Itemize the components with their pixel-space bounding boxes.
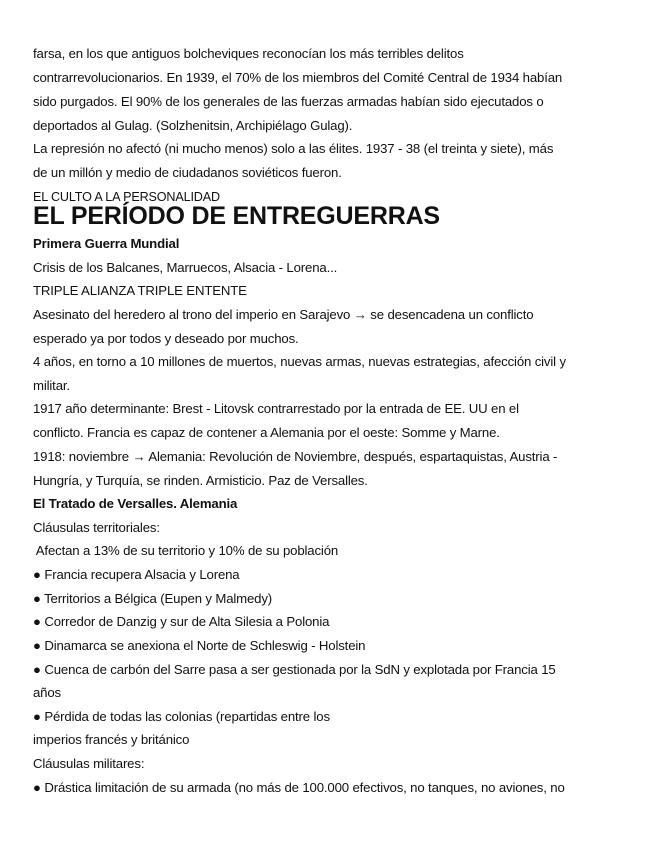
text-line: TRIPLE ALIANZA TRIPLE ENTENTE <box>33 283 247 298</box>
text-line: deportados al Gulag. (Solzhenitsin, Archipiélago Gulag). <box>33 118 353 133</box>
text-line: conflicto. Francia es capaz de contener a Alemania por el oeste: Somme y Marne. <box>33 425 500 440</box>
text-line: 4 años, en torno a 10 millones de muertos, nuevas armas, nuevas estrategias, afección civil y <box>33 354 566 369</box>
text-line: contrarrevolucionarios. En 1939, el 70% de los miembros del Comité Central de 1934 habían <box>33 70 563 85</box>
list-item: ● Pérdida de todas las colonias (repartidas entre los <box>33 709 330 724</box>
list-item: ● Territorios a Bélgica (Eupen y Malmedy) <box>33 591 273 606</box>
text-line: Hungría, y Turquía, se rinden. Armisticio. Paz de Versalles. <box>33 473 368 488</box>
list-item: ● Corredor de Danzig y sur de Alta Silesia a Polonia <box>33 614 330 629</box>
list-item: ● Drástica limitación de su armada (no más de 100.000 efectivos, no tanques, no aviones, no <box>33 780 565 795</box>
text-line: Afectan a 13% de su territorio y 10% de su población <box>33 543 339 558</box>
section-caps-line: EL CULTO A LA PERSONALIDAD <box>33 190 220 204</box>
text-line: militar. <box>33 378 70 393</box>
text-line: años <box>33 685 61 700</box>
text-line: Asesinato del heredero al trono del imperio en Sarajevo → se desencadena un conflicto <box>33 307 534 322</box>
text-line: de un millón y medio de ciudadanos soviéticos fueron. <box>33 165 342 180</box>
list-item: ● Francia recupera Alsacia y Lorena <box>33 567 240 582</box>
list-item: ● Dinamarca se anexiona el Norte de Schleswig - Holstein <box>33 638 366 653</box>
section-title: El Tratado de Versalles. Alemania <box>33 496 238 511</box>
text-line: Cláusulas territoriales: <box>33 520 160 535</box>
text-line: imperios francés y británico <box>33 732 190 747</box>
text-line: La represión no afectó (ni mucho menos) solo a las élites. 1937 - 38 (el treinta y siete), más <box>33 141 554 156</box>
text-line: farsa, en los que antiguos bolcheviques reconocían los más terribles delitos <box>33 46 464 61</box>
text-line: Cláusulas militares: <box>33 756 145 771</box>
text-line: sido purgados. El 90% de los generales de las fuerzas armadas habían sido ejecutados o <box>33 94 544 109</box>
text-line: Crisis de los Balcanes, Marruecos, Alsacia - Lorena... <box>33 260 338 275</box>
text-line: 1917 año determinante: Brest - Litovsk contrarrestado por la entrada de EE. UU en el <box>33 401 519 416</box>
list-item: ● Cuenca de carbón del Sarre pasa a ser gestionada por la SdN y explotada por Francia 15 <box>33 662 556 677</box>
section-title: Primera Guerra Mundial <box>33 236 180 251</box>
text-line: esperado ya por todos y deseado por muchos. <box>33 331 299 346</box>
text-line: 1918: noviembre → Alemania: Revolución de Noviembre, después, espartaquistas, Austria - <box>33 449 558 464</box>
main-heading: EL PERÍODO DE ENTREGUERRAS <box>33 202 440 230</box>
